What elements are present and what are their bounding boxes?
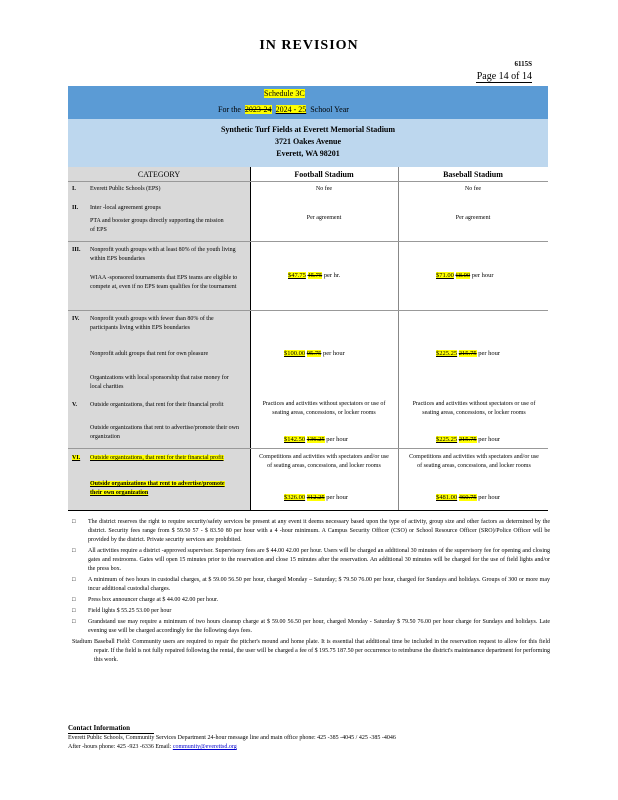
row-divider: [68, 241, 548, 242]
email-link[interactable]: community@everettsd.org: [172, 744, 237, 750]
row-category-text: Nonprofit youth groups with at least 80% of the youth living within EPS boundaries: [90, 247, 236, 262]
row-number: V.: [72, 402, 78, 408]
row-category-text: Everett Public Schools (EPS): [90, 186, 161, 192]
baseball-condition: Competitions and activities with spectators and/or use of seating areas, concessions, and locker rooms: [409, 454, 539, 469]
baseball-fee: No fee: [464, 186, 482, 192]
baseball-condition: Practices and activities without spectators or use of seating areas, concessions, or locker rooms: [412, 401, 536, 416]
row-number: VI.: [72, 455, 81, 461]
page-underline: [476, 82, 532, 83]
revision-title: IN REVISION: [259, 38, 359, 53]
schedule-header: [68, 86, 548, 119]
football-fee: $142.50 136.25 per hour: [284, 436, 349, 443]
contact-line: After -hours phone: 425 -923 -6336 Email: community@everettsd.org: [68, 744, 237, 750]
row-category-text: Nonprofit adult groups that rent for own pleasure: [90, 351, 209, 357]
row-number: I.: [72, 186, 76, 192]
baseball-fee: $225.25 215.75 per hour: [436, 436, 501, 443]
row-number: IV.: [72, 316, 80, 322]
row-category-text: Outside organizations that rent to advertise/promote their own organization: [90, 425, 240, 440]
row-category-text: Outside organizations that rent to advertise/promote their own organization: [90, 481, 225, 496]
football-fee: $326.00 312.25 per hour: [284, 494, 349, 501]
category-header: CATEGORY: [137, 170, 181, 179]
note-item: □ Grandstand use may require a minimum of two hours cleanup charge at $ 59.00 56.50 per hour, charged Monday - Saturday $ 79.50 76.00 per hour charge for Sundays and holidays. Late evening use will be charged accordingly for the following days fees.: [72, 619, 550, 634]
football-fee: $47.75 45.75 per hr.: [288, 272, 341, 279]
football-condition: Competitions and activities with spectators and/or use of seating areas, concessions, and locker rooms: [259, 454, 389, 469]
old-year: 2023-24: [244, 105, 272, 114]
school-year-line: For the 2023-24 2024 - 25 School Year: [218, 105, 349, 114]
facility-city: Everett, WA 98201: [276, 149, 340, 158]
table-bottom-border: [68, 510, 548, 511]
row-divider: [68, 181, 548, 182]
row-number: III.: [72, 247, 81, 253]
note-item: □ Press box announcer charge at $ 44.00 42.00 per hour.: [72, 597, 219, 603]
note-item: □ A minimum of two hours in custodial charges, at $ 59.00 56.50 per hour, charged Monday – Saturday; $ 79.50 76.00 per hour, charged for Sundays and holidays. Groups of 300 or more may incur additional custodial charges.: [72, 577, 550, 592]
row-category-text: Organizations with local sponsorship that raise money for local charities: [90, 375, 229, 390]
baseball-fee: Per agreement: [455, 215, 491, 221]
row-category-text: Outside organizations, that rent for their financial profit: [90, 402, 224, 408]
row-category-text: PTA and booster groups directly supporting the mission of EPS: [90, 218, 224, 233]
document-code: 6115S: [514, 60, 532, 68]
new-year: 2024 - 25: [275, 105, 307, 114]
facility-address: 3721 Oakes Avenue: [274, 137, 342, 146]
row-category-text: WIAA -sponsored tournaments that EPS teams are eligible to compete at, even if no EPS team qualifies for the tournament: [90, 275, 238, 290]
page-number: Page 14 of 14: [476, 71, 532, 82]
facility-name: Synthetic Turf Fields at Everett Memorial Stadium: [220, 125, 396, 134]
facility-header: [68, 119, 548, 167]
row-divider: [68, 448, 548, 449]
football-fee: $100.00 95.75 per hour: [284, 350, 345, 357]
football-fee: Per agreement: [306, 215, 342, 221]
row-category-text: Outside organizations, that rent for their financial profit: [90, 455, 224, 461]
contact-section: [68, 724, 548, 752]
row-divider: [68, 310, 548, 311]
contact-line: Everett Public Schools, Community Services Department 24-hour message line and main office phone: 425 -385 -4045 / 425 -385 -4046: [68, 735, 396, 741]
row-number: II.: [72, 205, 79, 211]
note-item: □ Field lights $ 55.25 53.00 per hour: [72, 608, 172, 614]
football-fee: No fee: [315, 186, 333, 192]
row-category-text: Inter -local agreement groups: [90, 205, 161, 211]
baseball-fee: $225.25 215.75 per hour: [436, 350, 501, 357]
note-item: Stadium Baseball Field: Community users are required to repair the pitcher's mound and home plate. It is essential that additional time be included in the reservation request to allow for this field repair. If the field is not fully repaired following the rental, the user will be charged a fee of $ 195.75 187.50 per occurrence to reimburse the district's maintenance department for performing this work.: [72, 639, 550, 663]
baseball-fee: $481.00 460.75 per hour: [436, 494, 501, 501]
football-header: Football Stadium: [294, 170, 354, 179]
football-condition: Practices and activities without spectators or use of seating areas, concessions, or locker rooms: [262, 401, 386, 416]
baseball-header: Baseball Stadium: [443, 170, 503, 179]
contact-heading: Contact Information: [68, 724, 154, 734]
baseball-fee: $71.00 68.00 per hour: [436, 272, 494, 279]
row-category-text: Nonprofit youth groups with fewer than 80% of the participants living within EPS boundaries: [90, 316, 214, 331]
schedule-number: Schedule 3C: [264, 89, 305, 98]
note-item: □ The district reserves the right to require security/safety services be present at any event it deems necessary based upon the type of activity, group size and other factors as determined by the district. Security fees range from $ 59.50 57 - $ 83.50 80 per hour with a 4 -hour minimum. A Campus Security Officer (CSO) or School Resource Officer (SRO)/Police Officer will be provided by the district. Private security services are prohibited.: [72, 519, 550, 543]
notes-list: [72, 518, 550, 667]
note-item: □ All activities require a district -approved supervisor. Supervisory fees are $ 44.00 42.00 per hour. Users will be charged an additional 30 minutes of the supervisory fee for opening and closing gates and restrooms. Gates will open 15 minutes prior to the reservation and close 15 minutes after the reservation. An additional 30 minutes will be charged for the use of field lights and/or the press box.: [72, 548, 550, 572]
